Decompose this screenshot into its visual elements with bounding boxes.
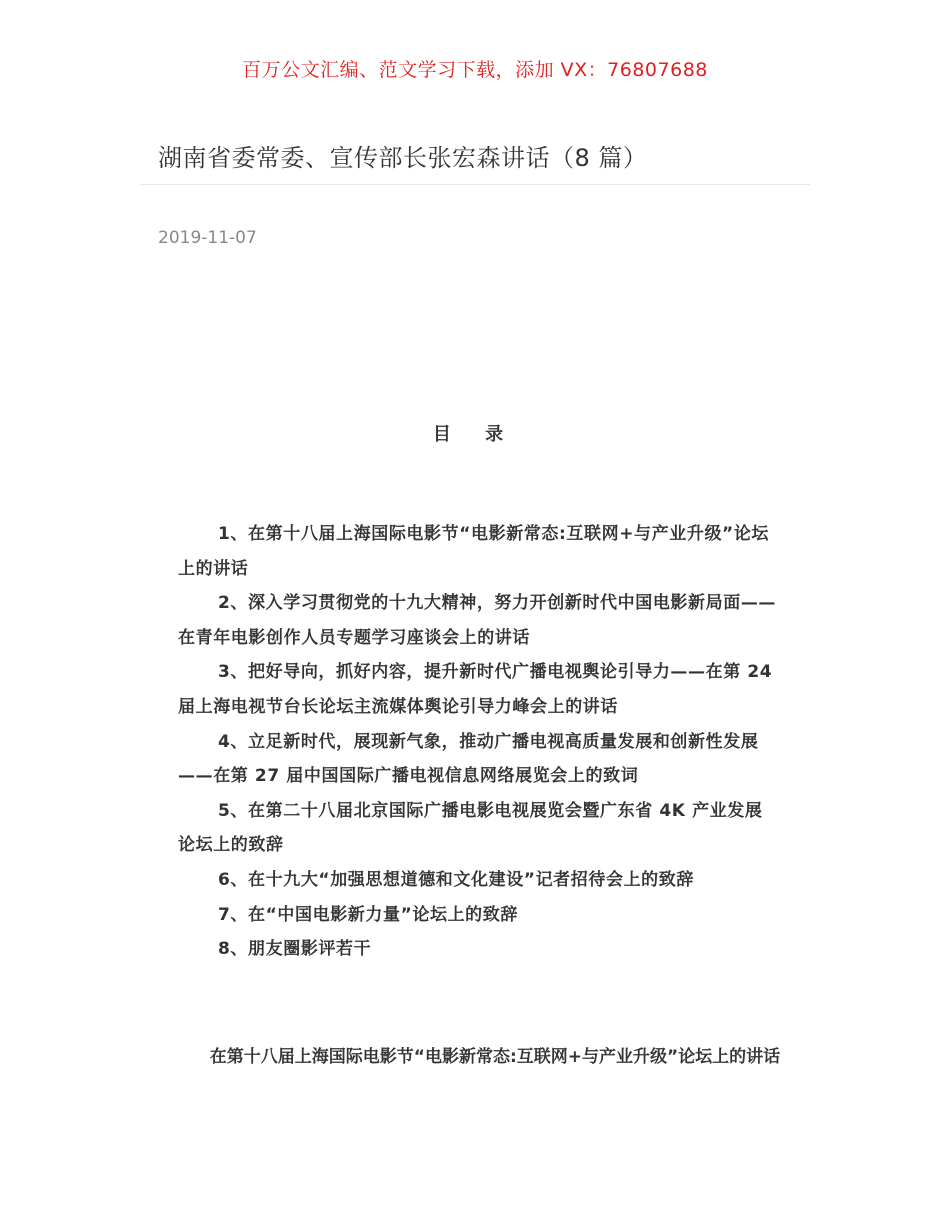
toc-heading: 目 录	[432, 424, 518, 445]
toc-item: 6、在十九大“加强思想道德和文化建设”记者招待会上的致辞	[218, 869, 694, 890]
toc-item: 8、朋友圈影评若干	[218, 939, 372, 960]
table-of-contents	[178, 517, 778, 967]
article-date: 2019-11-07	[158, 228, 257, 248]
toc-item: 7、在“中国电影新力量”论坛上的致辞	[218, 904, 518, 925]
section-title: 在第十八届上海国际电影节“电影新常态:互联网+与产业升级”论坛上的讲话	[209, 1047, 781, 1067]
toc-item: 3、把好导向，抓好内容，提升新时代广播电视舆论引导力——在第 24 届上海电视节台长论坛主流媒体舆论引导力峰会上的讲话	[178, 662, 773, 717]
title-divider	[140, 184, 810, 185]
toc-item: 2、深入学习贯彻党的十九大精神，努力开创新时代中国电影新局面——在青年电影创作人员专题学习座谈会上的讲话	[178, 593, 777, 648]
toc-item: 5、在第二十八届北京国际广播电影电视展览会暨广东省 4K 产业发展论坛上的致辞	[178, 800, 763, 856]
promo-banner: 百万公文汇编、范文学习下载，添加 VX：76807688	[242, 59, 708, 81]
toc-item: 1、在第十八届上海国际电影节“电影新常态:互联网+与产业升级”论坛上的讲话	[178, 524, 770, 579]
toc-item: 4、立足新时代，展现新气象，推动广播电视高质量发展和创新性发展——在第 27 届中国国际广播电视信息网络展览会上的致词	[178, 731, 759, 787]
article-title: 湖南省委常委、宣传部长张宏森讲话（8 篇）	[158, 144, 648, 172]
